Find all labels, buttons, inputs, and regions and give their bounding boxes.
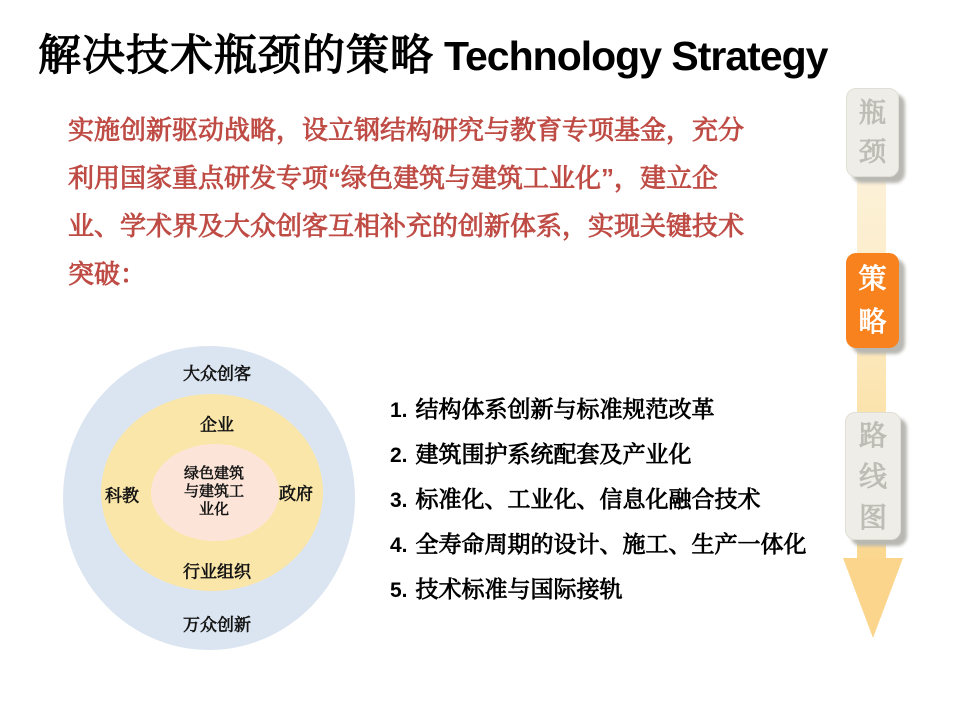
core-label	[184, 465, 244, 519]
nav-item-char: 路	[858, 420, 887, 451]
list-item-text: 建筑围护系统配套及产业化	[415, 441, 692, 467]
nav-item-strategy[interactable]	[846, 253, 899, 348]
list-item-number: 2.	[390, 444, 408, 467]
nav-item-roadmap[interactable]	[845, 412, 901, 540]
list-item	[390, 387, 807, 432]
intro-line-3: 业、学术界及大众创客互相补充的创新体系，实现关键技术	[68, 211, 745, 241]
nav-item-char: 策	[858, 263, 887, 294]
list-item	[390, 522, 807, 567]
nav-item-char: 瓶	[859, 98, 886, 128]
nav-item-char: 线	[858, 461, 887, 492]
label-enterprise: 企业	[200, 415, 234, 435]
list-item-number: 1.	[390, 399, 408, 422]
nav-item-char: 略	[858, 306, 887, 337]
label-government: 政府	[279, 484, 313, 504]
core-label-line-1: 绿色建筑	[183, 465, 245, 482]
nav-item-bottleneck[interactable]	[846, 88, 899, 177]
list-item	[390, 432, 807, 477]
label-science-education: 科教	[105, 486, 139, 506]
core-label-line-2: 与建筑工	[183, 483, 245, 500]
list-item-number: 3.	[390, 489, 408, 512]
label-mass-makers: 大众创客	[183, 364, 251, 384]
intro-paragraph	[68, 106, 828, 298]
down-arrow-icon	[843, 558, 903, 638]
label-industry-orgs: 行业组织	[183, 562, 251, 582]
list-item-number: 5.	[390, 579, 408, 602]
strategy-list	[390, 387, 807, 612]
list-item-text: 技术标准与国际接轨	[415, 576, 623, 602]
list-item-text: 全寿命周期的设计、施工、生产一体化	[415, 531, 807, 557]
title-chinese: 解决技术瓶颈的策略	[38, 33, 434, 80]
nav-item-char: 图	[858, 502, 887, 533]
page-title	[38, 22, 827, 83]
list-item-number: 4.	[390, 534, 408, 557]
list-item-text: 结构体系创新与标准规范改革	[415, 396, 715, 422]
list-item	[390, 567, 807, 612]
list-item	[390, 477, 807, 522]
nav-item-char: 颈	[859, 137, 886, 167]
label-mass-innovation: 万众创新	[183, 615, 251, 635]
list-item-text: 标准化、工业化、信息化融合技术	[415, 486, 761, 512]
intro-line-2: 利用国家重点研发专项“绿色建筑与建筑工业化”，建立企	[68, 163, 719, 193]
core-label-line-3: 业化	[198, 501, 230, 518]
intro-line-1: 实施创新驱动战略，设立钢结构研究与教育专项基金，充分	[68, 115, 745, 145]
title-english: Technology Strategy	[444, 33, 828, 79]
intro-line-4: 突破：	[68, 259, 147, 289]
